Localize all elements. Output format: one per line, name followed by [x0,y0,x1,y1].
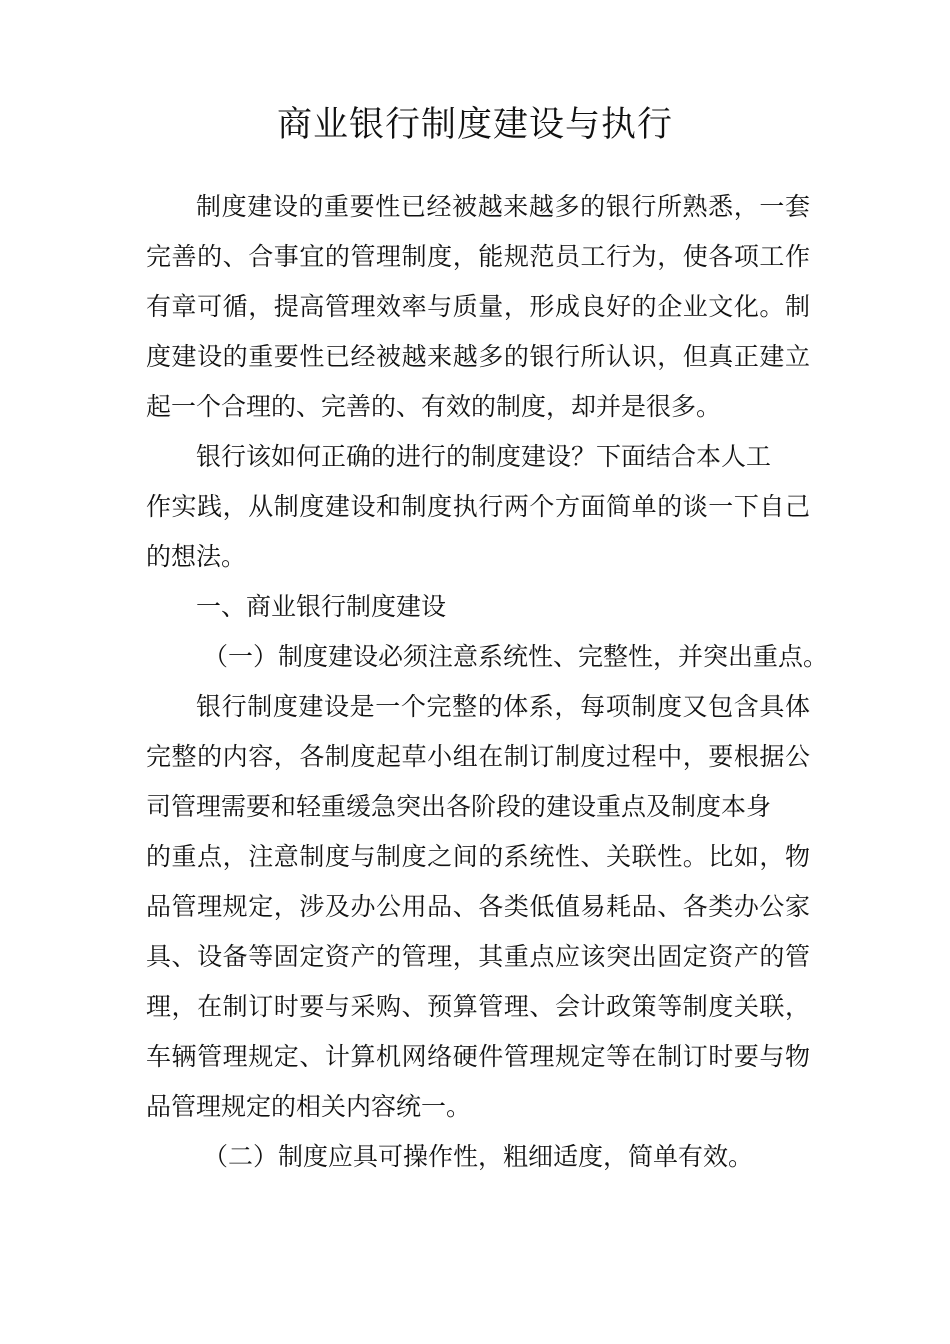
text-line: 具、设备等固定资产的管理，其重点应该突出固定资产的管 [146,942,810,971]
text-line: 车辆管理规定、计算机网络硬件管理规定等在制订时要与物 [146,1042,810,1071]
section-heading: 一、商业银行制度建设 [196,592,447,621]
text-line: 理，在制订时要与采购、预算管理、会计政策等制度关联， [146,992,810,1021]
text-line: 银行该如何正确的进行的制度建设？下面结合本人工 [196,442,772,471]
text-line: 司管理需要和轻重缓急突出各阶段的建设重点及制度本身 [146,792,772,821]
subsection-heading: （二）制度应具可操作性，粗细适度，简单有效。 [203,1142,754,1171]
text-line: 有章可循，提高管理效率与质量，形成良好的企业文化。制 [146,292,810,321]
text-line: 度建设的重要性已经被越来越多的银行所认识，但真正建立 [146,342,810,371]
text-line: 的重点，注意制度与制度之间的系统性、关联性。比如，物 [146,842,810,871]
text-line: 完善的、合事宜的管理制度，能规范员工行为，使各项工作 [146,242,810,271]
subsection-heading: （一）制度建设必须注意系统性、完整性，并突出重点。 [203,642,829,671]
document-title: 商业银行制度建设与执行 [276,105,673,145]
text-line: 银行制度建设是一个完整的体系，每项制度又包含具体 [196,692,810,721]
text-line: 制度建设的重要性已经被越来越多的银行所熟悉，一套 [196,192,810,221]
text-line: 品管理规定，涉及办公用品、各类低值易耗品、各类办公家 [146,892,810,921]
text-line: 起一个合理的、完善的、有效的制度，却并是很多。 [146,392,722,421]
text-line: 品管理规定的相关内容统一。 [146,1092,472,1121]
text-line: 的想法。 [146,542,247,571]
text-line: 完整的内容，各制度起草小组在制订制度过程中，要根据公 [146,742,810,771]
text-line: 作实践，从制度建设和制度执行两个方面简单的谈一下自己 [146,492,810,521]
